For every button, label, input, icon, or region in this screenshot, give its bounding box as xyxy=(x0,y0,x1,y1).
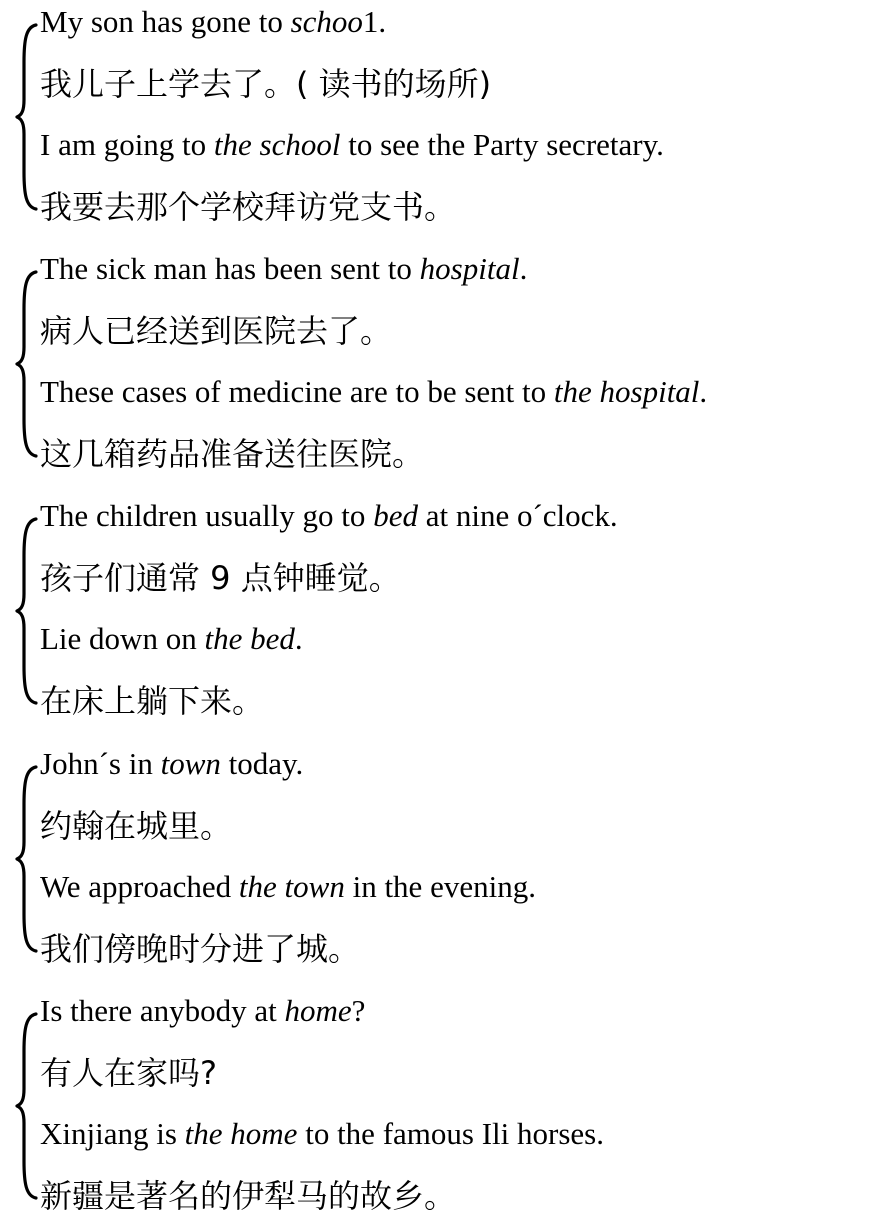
example-group-home xyxy=(0,989,879,1215)
chinese-translation-bare: 有人在家吗? xyxy=(40,1054,217,1092)
english-sentence-article: Lie down on the bed. xyxy=(40,621,303,656)
english-sentence-article: Xinjiang is the home to the famous Ili horses. xyxy=(40,1116,604,1151)
chinese-translation-bare: 孩子们通常 9 点钟睡觉。 xyxy=(40,559,401,597)
example-group-hospital xyxy=(0,247,879,473)
chinese-translation-bare: 病人已经送到医院去了。 xyxy=(40,312,393,350)
english-sentence-bare: My son has gone to schoo1. xyxy=(40,4,387,39)
chinese-translation-article: 新疆是著名的伊犁马的故乡。 xyxy=(40,1177,457,1215)
english-sentence-bare: Is there anybody at home? xyxy=(40,993,366,1028)
chinese-translation-article: 在床上躺下来。 xyxy=(40,682,265,720)
chinese-translation-article: 我要去那个学校拜访党支书。 xyxy=(40,188,457,226)
english-sentence-article: We approached the town in the evening. xyxy=(40,869,536,904)
chinese-translation-bare: 约翰在城里。 xyxy=(40,807,233,845)
left-brace-icon xyxy=(14,269,38,459)
english-sentence-article: These cases of medicine are to be sent to the hospital. xyxy=(40,374,708,409)
chinese-translation-article: 这几箱药品准备送往医院。 xyxy=(40,435,425,473)
chinese-translation-bare: 我儿子上学去了。( 读书的场所) xyxy=(40,65,492,103)
english-sentence-bare: The sick man has been sent to hospital. xyxy=(40,251,528,286)
example-group-school xyxy=(0,0,879,226)
english-sentence-bare: John´s in town today. xyxy=(40,746,304,781)
left-brace-icon xyxy=(14,516,38,706)
english-sentence-bare: The children usually go to bed at nine o´clock. xyxy=(40,498,618,533)
chinese-translation-article: 我们傍晚时分进了城。 xyxy=(40,930,361,968)
example-group-town xyxy=(0,742,879,968)
english-sentence-article: I am going to the school to see the Party secretary. xyxy=(40,127,664,162)
example-group-bed xyxy=(0,494,879,720)
left-brace-icon xyxy=(14,764,38,954)
left-brace-icon xyxy=(14,22,38,212)
left-brace-icon xyxy=(14,1011,38,1201)
